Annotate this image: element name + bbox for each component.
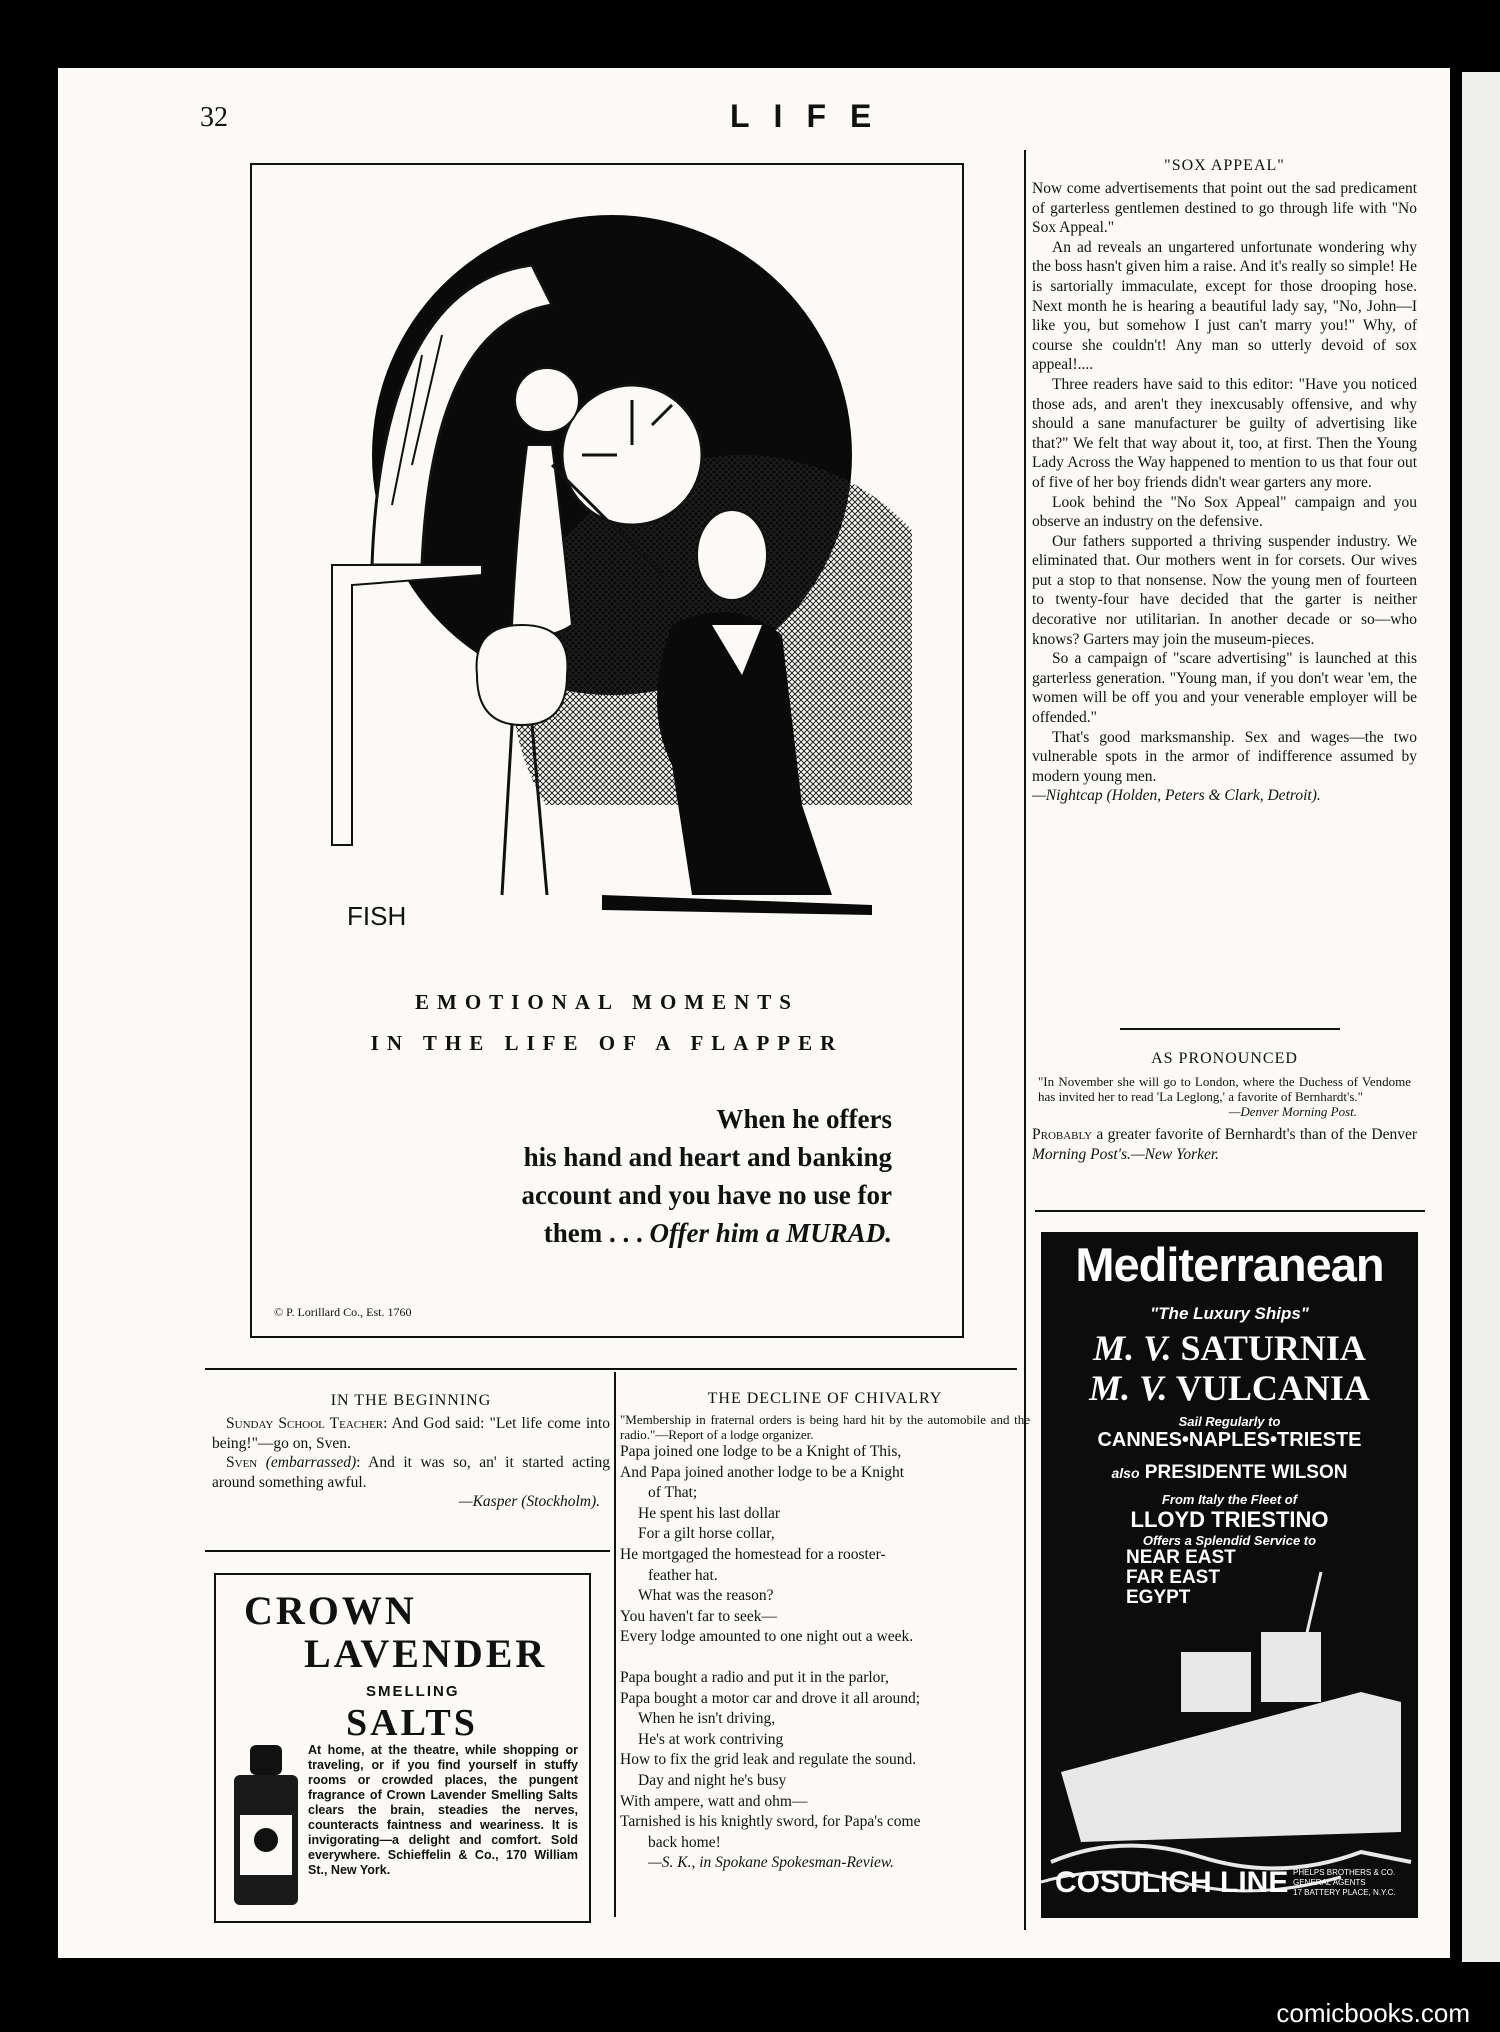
ad-tagline: "The Luxury Ships" [1150, 1304, 1309, 1323]
also-ship: also PRESIDENTE WILSON [1111, 1462, 1348, 1483]
poem-source: —S. K., in Spokane Spokesman-Review. [648, 1854, 894, 1872]
brand-name-lavender: LAVENDER [304, 1631, 548, 1676]
section-rule [205, 1368, 1017, 1370]
article-paragraph: That's good marksmanship. Sex and wages—the two vulnerable spots in the armor of indifference assumed by modern young men. [1032, 728, 1417, 785]
article-paragraph: Sunday School Teacher: And God said: "Let life come into being!"—go on, Sven. [212, 1415, 610, 1452]
poem-line: With ampere, watt and ohm— [620, 1792, 808, 1810]
article-title: AS PRONOUNCED [1151, 1050, 1298, 1067]
section-rule [1035, 1210, 1425, 1212]
poem-line: He's at work contriving [638, 1730, 784, 1748]
poem-line: For a gilt horse collar, [638, 1525, 775, 1543]
product-name: SALTS [346, 1702, 478, 1744]
article-source: —Kasper (Stockholm). [458, 1493, 600, 1511]
ship-saturnia: M. V. SATURNIA [1093, 1328, 1366, 1368]
poem-epigraph: "Membership in fraternal orders is being hard hit by the automobile and the radio."—Report of a lodge organizer. [620, 1412, 1030, 1442]
poem-line: Papa joined one lodge to be a Knight of This, [620, 1443, 902, 1460]
article-paragraph: Sven (embarrassed): And it was so, an' it started acting around something awful. [212, 1454, 610, 1491]
poem-line: feather hat. [648, 1566, 718, 1584]
in-the-beginning-article [212, 1392, 610, 1512]
poem-line: How to fix the grid leak and regulate the sound. [620, 1751, 917, 1769]
poem-body [620, 1442, 1030, 1874]
line-name: COSULICH LINE [1055, 1866, 1289, 1899]
ad-caption-line1: EMOTIONAL MOMENTS [415, 990, 799, 1014]
next-page-edge [1462, 72, 1500, 1962]
ports-list: CANNES•NAPLES•TRIESTE [1097, 1429, 1362, 1451]
decline-of-chivalry-poem [620, 1390, 1030, 1874]
article-body: Probably a greater favorite of Bernhardt's than of the Denver Morning Post's.—New Yorker. [1032, 1126, 1417, 1163]
masthead: LIFE [730, 98, 896, 134]
salts-bottle-image [230, 1745, 302, 1910]
ad-tagline: Offer him a MURAD. [649, 1218, 892, 1248]
fleet-text: From Italy the Fleet of [1161, 1492, 1298, 1507]
article-paragraph: So a campaign of "scare advertising" is launched at this garterless generation. "Young man, if you don't wear 'em, the women will be off you and your venerable employer will be offended." [1032, 650, 1417, 727]
article-paragraph: Our fathers supported a thriving suspender industry. We eliminated that. Our mothers went in for corsets. Our wives put a stop to that nonsense. Now the young men of fourteen to twenty-four have decided that the garter is neither decorative nor utilitarian. In another decade or so—who knows? Garters may join the museum-pieces. [1032, 532, 1417, 648]
destinations: NEAR EAST FAR EAST EGYPT [1126, 1547, 1236, 1608]
page-number: 32 [200, 102, 228, 133]
cosulich-line-advertisement [1041, 1232, 1418, 1918]
poem-line [620, 1648, 1030, 1668]
poem-line: back home! [648, 1833, 721, 1851]
poem-line: He spent his last dollar [638, 1504, 781, 1522]
ad-caption-line2: IN THE LIFE OF A FLAPPER [370, 1031, 844, 1055]
fleet-name: LLOYD TRIESTINO [1130, 1507, 1329, 1532]
poem-line: Papa bought a radio and put it in the parlor, [620, 1668, 889, 1686]
agents-block: PHELPS BROTHERS & CO. GENERAL AGENTS 17 BATTERY PLACE, N.Y.C. [1293, 1868, 1396, 1897]
sail-text: Sail Regularly to [1178, 1414, 1281, 1429]
poem-line: of That; [648, 1484, 698, 1502]
column-rule [614, 1372, 616, 1917]
ad-copy: When he offers his hand and heart and banking account and you have no use for them . . . Offer him a MURAD. [521, 1104, 892, 1248]
ad-headline: Mediterranean [1075, 1238, 1384, 1291]
as-pronounced-article [1032, 1050, 1417, 1164]
article-title: THE DECLINE OF CHIVALRY [707, 1390, 943, 1407]
poem-line: What was the reason? [638, 1587, 774, 1605]
murad-advertisement [250, 163, 964, 1338]
site-watermark: comicbooks.com [1276, 1998, 1470, 2028]
poem-line: Tarnished is his knightly sword, for Papa's come [620, 1813, 921, 1831]
poem-line: You haven't far to seek— [620, 1607, 778, 1625]
poem-line: Day and night he's busy [638, 1771, 787, 1789]
poem-line: Every lodge amounted to one night out a week. [620, 1628, 914, 1646]
poem-line: He mortgaged the homestead for a rooster- [620, 1545, 886, 1563]
article-paragraph: Look behind the "No Sox Appeal" campaign and you observe an industry on the defensive. [1032, 493, 1417, 531]
article-quote: "In November she will go to London, where the Duchess of Vendome has invited her to read 'La Leglong,' a favorite of Bernhardt's." [1038, 1074, 1411, 1104]
article-title: "SOX APPEAL" [1164, 157, 1285, 174]
poem-line: When he isn't driving, [638, 1710, 776, 1728]
product-subtitle: SMELLING [366, 1683, 460, 1700]
artist-signature: FISH [347, 901, 407, 931]
article-paragraph: An ad reveals an ungartered unfortunate wondering why the boss hasn't given him a raise. And it's really so simple! He is sartorially immaculate, except for those drooping hose. Next month he is hearing a beautiful lady say, "No, John—I like you, but somehow I just can't marry you!" Why, of course she couldn't! Any man so utterly devoid of sox appeal!.... [1032, 238, 1417, 374]
article-paragraph: Now come advertisements that point out the sad predicament of garterless gentlemen destined to go through life with "No Sox Appeal." [1032, 180, 1417, 237]
crown-lavender-advertisement [214, 1573, 591, 1923]
article-title: IN THE BEGINNING [330, 1392, 492, 1409]
article-source: —Nightcap (Holden, Peters & Clark, Detroit). [1032, 787, 1321, 805]
quote-source: —Denver Morning Post. [1228, 1104, 1357, 1119]
poem-line: Papa bought a motor car and drove it all around; [620, 1689, 921, 1707]
ship-vulcania: M. V. VULCANIA [1089, 1368, 1370, 1408]
copyright-line: © P. Lorillard Co., Est. 1760 [274, 1305, 412, 1319]
sox-appeal-article [1032, 157, 1417, 806]
brand-name-crown: CROWN [244, 1588, 417, 1633]
article-paragraph: Three readers have said to this editor: "Have you noticed those ads, and aren't they inexcusably offensive, and why should a sane manufacturer be guilty of advertising like that?" We felt that way about it, too, at first. Then the Young Lady Across the Way happened to mention to us that four out of five of her boy friends didn't wear garters any more. [1032, 375, 1417, 491]
flapper-illustration [312, 205, 912, 945]
ad-body: At home, at the theatre, while shopping or traveling, or if you find yourself in stuffy rooms or crowded places, the pungent fragrance of Crown Lavender Smelling Salts clears the brain, steadies the nerves, counteracts faintness and weariness. It is invigorating—a delight and comfort. Sold everywhere. Schieffelin & Co., 170 William St., New York. [308, 1743, 578, 1877]
section-rule [1120, 1028, 1340, 1030]
offers-text: Offers a Splendid Service to [1142, 1533, 1317, 1548]
poem-line: And Papa joined another lodge to be a Knight [620, 1463, 905, 1481]
section-rule [205, 1550, 610, 1552]
